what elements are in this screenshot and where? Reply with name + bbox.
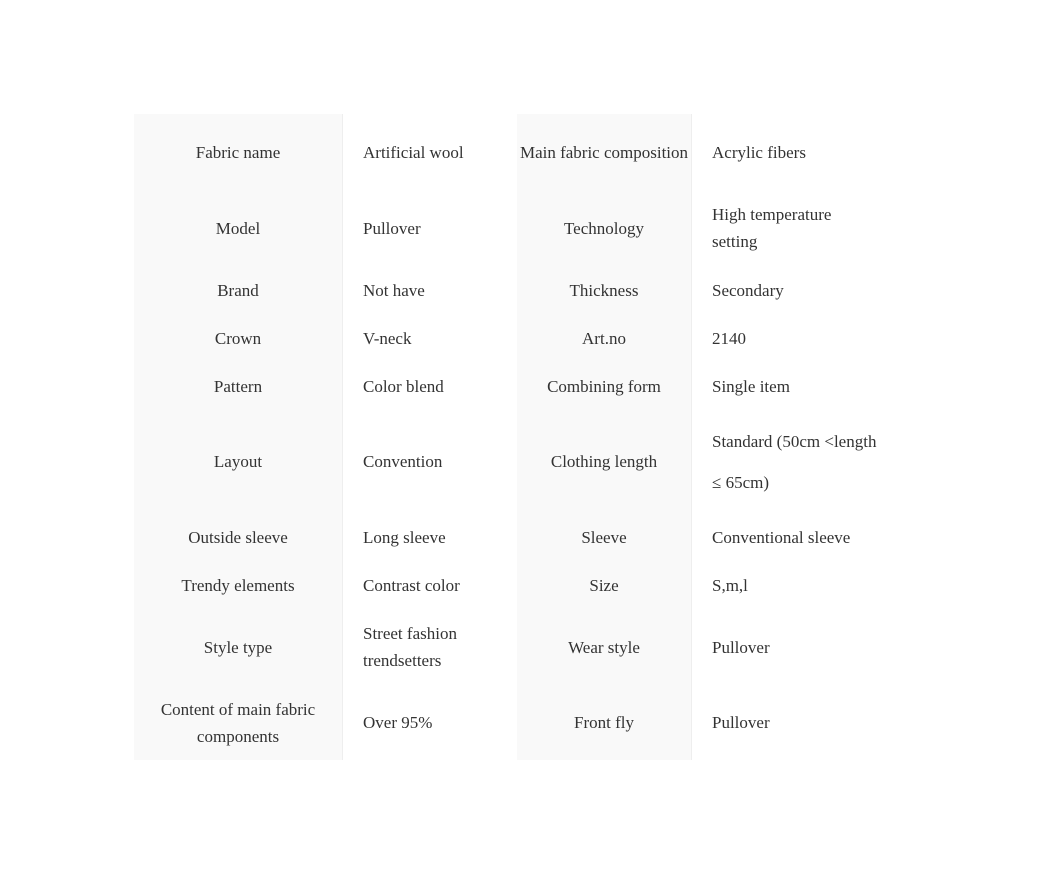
spec-value: Pullover <box>692 685 889 760</box>
spec-label: Combining form <box>517 362 692 410</box>
table-row <box>134 410 888 513</box>
spec-label: Front fly <box>517 685 692 760</box>
spec-value: Long sleeve <box>343 513 518 561</box>
spec-label: Main fabric composition <box>517 114 692 190</box>
spec-value: Over 95% <box>343 685 518 760</box>
spec-label: Clothing length <box>517 410 692 513</box>
spec-label: Crown <box>134 314 343 362</box>
spec-label: Brand <box>134 266 343 314</box>
table-row <box>134 561 888 609</box>
table-row <box>134 513 888 561</box>
spec-label: Technology <box>517 190 692 266</box>
table-row <box>134 314 888 362</box>
table-row <box>134 190 888 266</box>
spec-label: Size <box>517 561 692 609</box>
spec-value: Pullover <box>692 609 889 685</box>
table-row <box>134 609 888 685</box>
table-row <box>134 685 888 760</box>
spec-label: Sleeve <box>517 513 692 561</box>
table-row <box>134 362 888 410</box>
spec-label: Outside sleeve <box>134 513 343 561</box>
spec-value: Secondary <box>692 266 889 314</box>
spec-label: Content of main fabric components <box>134 685 343 760</box>
table-row <box>134 266 888 314</box>
spec-value: Not have <box>343 266 518 314</box>
spec-value: S,m,l <box>692 561 889 609</box>
spec-value: High temperature setting <box>692 190 889 266</box>
spec-value: Artificial wool <box>343 114 518 190</box>
spec-label: Style type <box>134 609 343 685</box>
spec-label: Fabric name <box>134 114 343 190</box>
spec-value: V-neck <box>343 314 518 362</box>
spec-label: Trendy elements <box>134 561 343 609</box>
spec-value: Convention <box>343 410 518 513</box>
spec-label: Model <box>134 190 343 266</box>
spec-value: Color blend <box>343 362 518 410</box>
spec-label: Layout <box>134 410 343 513</box>
spec-label: Art.no <box>517 314 692 362</box>
spec-value: Street fashion trendsetters <box>343 609 518 685</box>
spec-value: 2140 <box>692 314 889 362</box>
spec-value: Conventional sleeve <box>692 513 889 561</box>
table-row <box>134 114 888 190</box>
spec-label: Wear style <box>517 609 692 685</box>
spec-value: Standard (50cm <length ≤ 65cm) <box>692 410 889 513</box>
spec-value: Acrylic fibers <box>692 114 889 190</box>
spec-value: Contrast color <box>343 561 518 609</box>
spec-value: Pullover <box>343 190 518 266</box>
spec-value: Single item <box>692 362 889 410</box>
spec-label: Thickness <box>517 266 692 314</box>
product-spec-table <box>134 114 888 760</box>
spec-label: Pattern <box>134 362 343 410</box>
